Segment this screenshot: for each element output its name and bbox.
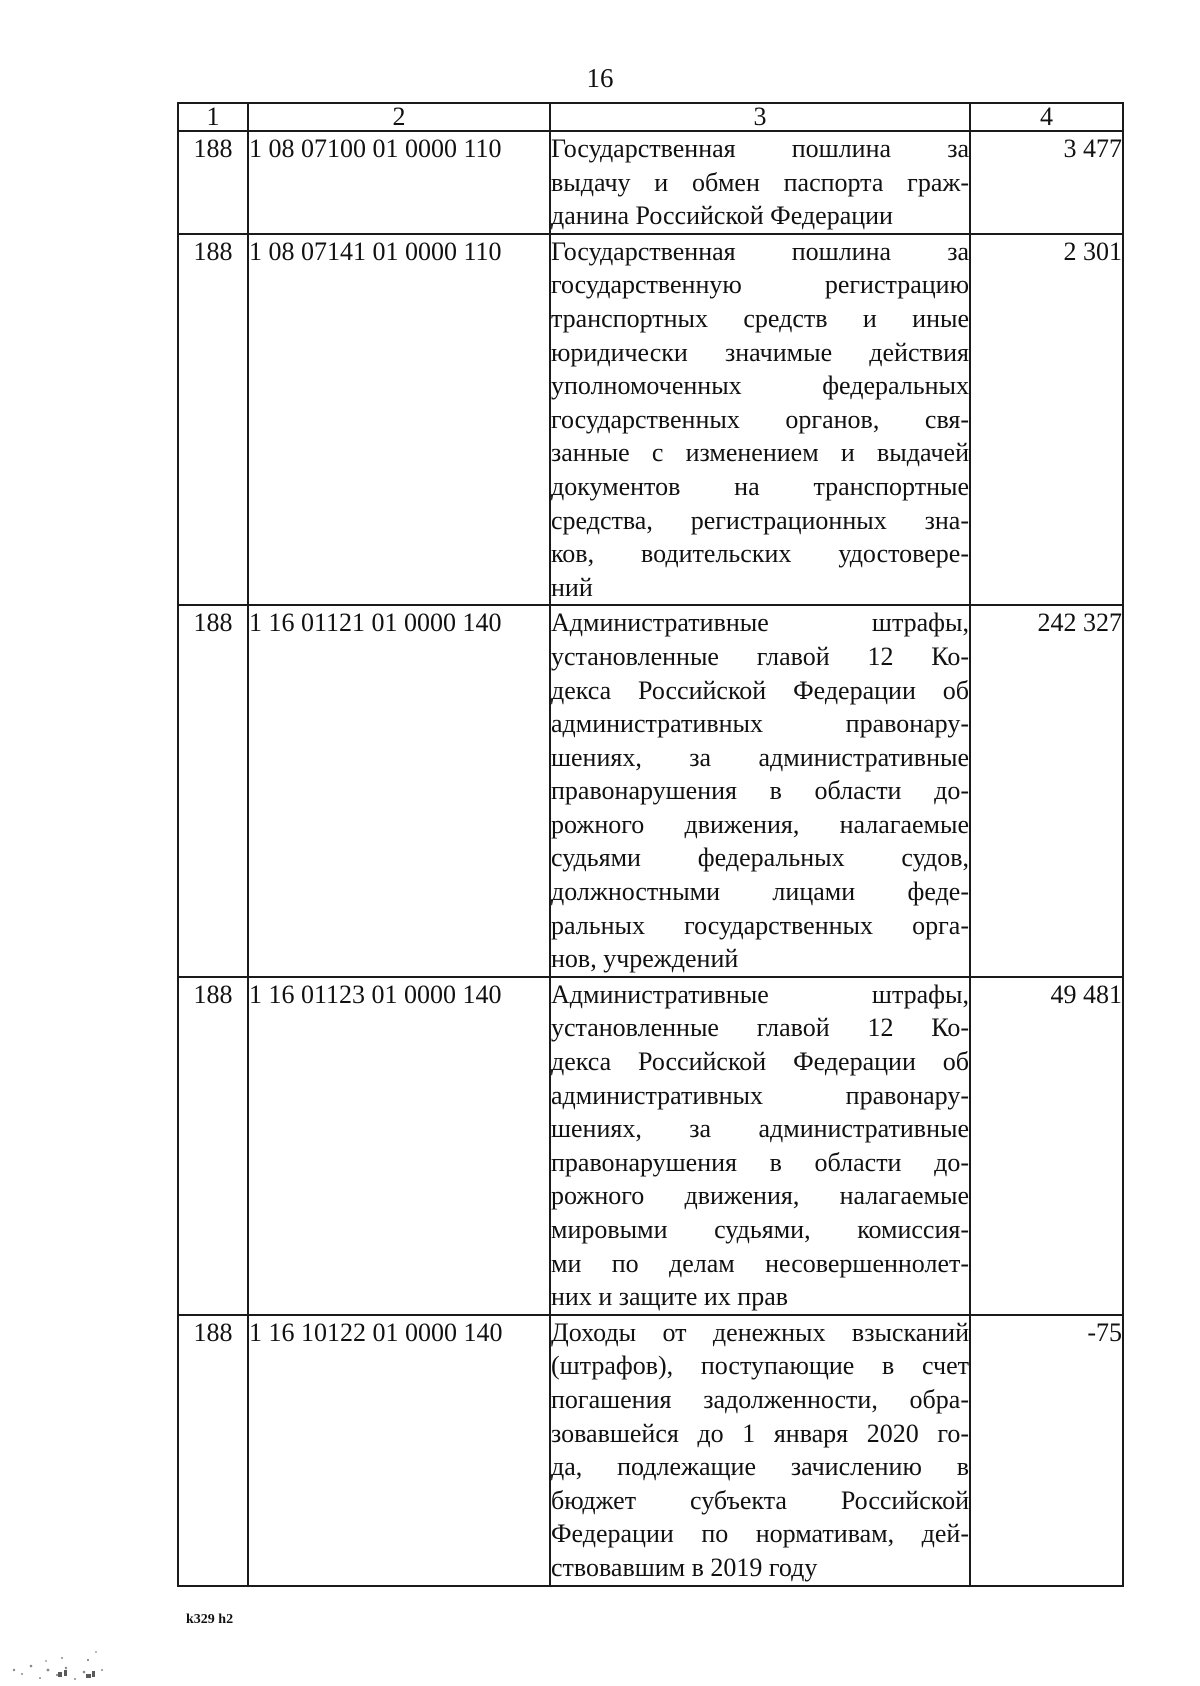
description-line: установленные главой 12 Ко-: [551, 1013, 969, 1043]
description-line: ков, водительских удостовере-: [551, 539, 969, 569]
description-line: Государственная пошлина за: [551, 236, 969, 266]
revenue-description-cell: [550, 234, 970, 606]
description-line: должностными лицами феде-: [551, 877, 969, 907]
table-header-row: [178, 103, 1123, 131]
description-line: Государственная пошлина за: [551, 134, 969, 163]
page-number: 16: [586, 63, 614, 93]
description-line: правонарушения в области до-: [551, 776, 969, 806]
administrator-code-cell: 188: [178, 234, 248, 606]
description-line: административных правонару-: [551, 1080, 969, 1110]
revenue-table: [177, 102, 1124, 1587]
description-line: бюджет субъекта Российской: [551, 1485, 969, 1515]
description-line: Административные штрафы,: [551, 608, 969, 638]
description-line: нов, учреждений: [551, 944, 739, 974]
description-line: выдачу и обмен паспорта граж-: [551, 167, 969, 197]
budget-classification-code-cell: 1 16 01121 01 0000 140: [248, 605, 550, 977]
description-line: погашения задолженности, обра-: [551, 1384, 969, 1414]
amount-cell: 2 301: [970, 234, 1123, 606]
description-line: Федерации по нормативам, дей-: [551, 1519, 969, 1549]
revenue-description-cell: [550, 131, 970, 234]
table-body: [178, 131, 1123, 1586]
column-header-2: 2: [248, 103, 550, 131]
revenue-description-cell: [550, 1315, 970, 1586]
description-line: ральных государственных орга-: [551, 910, 969, 940]
table-row: [178, 605, 1123, 977]
amount-cell: -75: [970, 1315, 1123, 1586]
description-line: (штрафов), поступающие в счет: [551, 1351, 969, 1381]
revenue-description-cell: [550, 605, 970, 977]
description-line: декса Российской Федерации об: [551, 1047, 969, 1077]
description-line: документов на транспортные: [551, 471, 969, 501]
column-header-3: 3: [550, 103, 970, 131]
description-line: да, подлежащие зачислению в: [551, 1452, 969, 1482]
document-code: k329 h2: [186, 1612, 234, 1627]
column-header-1: 1: [178, 103, 248, 131]
table-row: [178, 131, 1123, 234]
description-line: мировыми судьями, комиссия-: [551, 1215, 969, 1244]
description-line: рожного движения, налагаемые: [551, 1181, 969, 1211]
description-line: шениях, за административные: [551, 1114, 969, 1144]
table-header: [178, 103, 1123, 131]
description-line: уполномоченных федеральных: [551, 371, 969, 401]
description-line: административных правонару-: [551, 709, 969, 739]
amount-cell: 49 481: [970, 977, 1123, 1315]
description-line: транспортных средств и иные: [551, 303, 969, 333]
column-header-4: 4: [970, 103, 1123, 131]
description-line: средства, регистрационных зна-: [551, 505, 969, 535]
description-line: правонарушения в области до-: [551, 1147, 969, 1177]
description-line: юридически значимые действия: [551, 337, 969, 367]
table-row: [178, 977, 1123, 1315]
description-line: государственных органов, свя-: [551, 404, 969, 434]
description-line: Административные штрафы,: [551, 979, 969, 1009]
description-line: Доходы от денежных взысканий: [551, 1317, 969, 1347]
administrator-code-cell: 188: [178, 977, 248, 1315]
revenue-description-cell: [550, 977, 970, 1315]
budget-classification-code-cell: 1 08 07141 01 0000 110: [248, 234, 550, 606]
amount-cell: 242 327: [970, 605, 1123, 977]
administrator-code-cell: 188: [178, 605, 248, 977]
description-line: судьями федеральных судов,: [551, 843, 969, 873]
scan-noise-mark: [0, 1600, 120, 1686]
description-line: зовавшейся до 1 января 2020 го-: [551, 1418, 969, 1448]
table-row: [178, 234, 1123, 606]
description-line: ствовавшим в 2019 году: [551, 1552, 818, 1582]
administrator-code-cell: 188: [178, 1315, 248, 1586]
description-line: государственную регистрацию: [551, 270, 969, 300]
table-row: [178, 1315, 1123, 1586]
description-line: рожного движения, налагаемые: [551, 809, 969, 839]
description-line: шениях, за административные: [551, 742, 969, 772]
description-line: декса Российской Федерации об: [551, 675, 969, 705]
budget-classification-code-cell: 1 08 07100 01 0000 110: [248, 131, 550, 234]
description-line: данина Российской Федерации: [551, 201, 893, 231]
budget-classification-code-cell: 1 16 01123 01 0000 140: [248, 977, 550, 1315]
description-line: них и защите их прав: [551, 1282, 789, 1312]
description-line: установленные главой 12 Ко-: [551, 641, 969, 671]
description-line: занные с изменением и выдачей: [551, 438, 969, 468]
description-line: ми по делам несовершеннолет-: [551, 1248, 969, 1278]
description-line: ний: [551, 572, 593, 602]
budget-classification-code-cell: 1 16 10122 01 0000 140: [248, 1315, 550, 1586]
amount-cell: 3 477: [970, 131, 1123, 234]
administrator-code-cell: 188: [178, 131, 248, 234]
